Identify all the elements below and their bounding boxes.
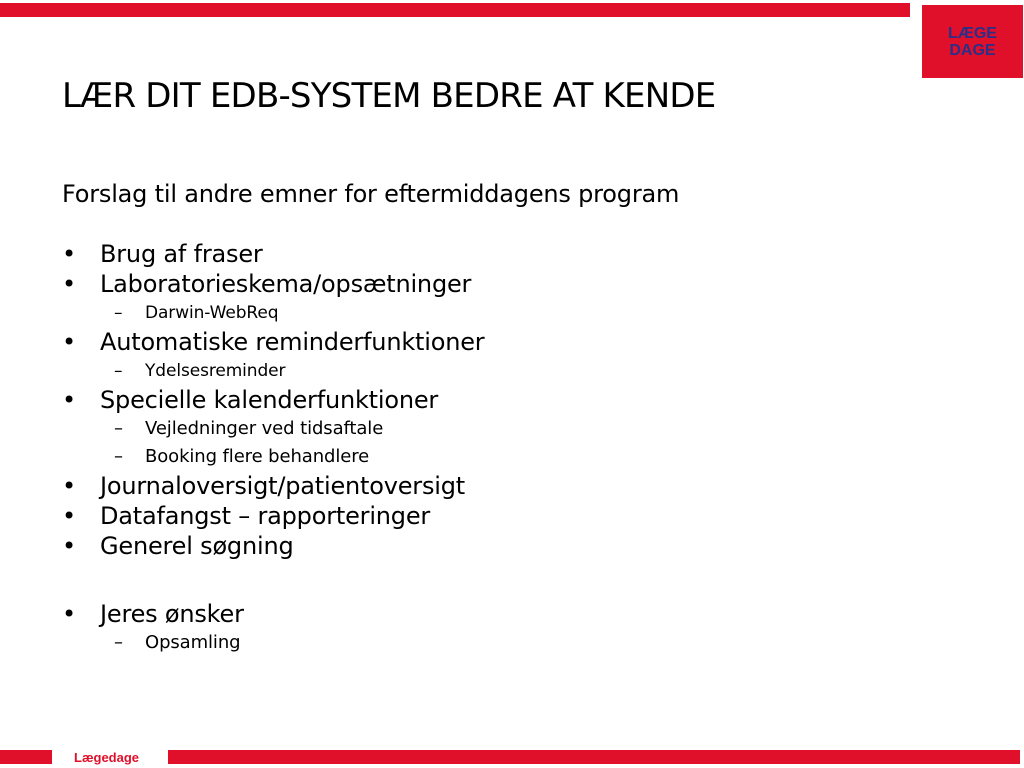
sub-bullet-text: Darwin-WebReq	[145, 303, 279, 323]
slide-title: LÆR DIT EDB-SYSTEM BEDRE AT KENDE	[62, 76, 716, 116]
bullet-icon: •	[62, 600, 76, 628]
bullet-icon: •	[62, 532, 76, 560]
sub-bullet-list	[100, 299, 484, 327]
bullet-text: Journaloversigt/patientoversigt	[100, 472, 465, 500]
bullet-icon: •	[62, 240, 76, 268]
dash-icon: –	[114, 361, 123, 381]
bullet-text: Datafangst – rapporteringer	[100, 502, 431, 530]
laegedage-logo	[922, 5, 1023, 78]
logo-line-2: DAGE	[949, 41, 996, 59]
sub-bullet-list	[100, 629, 484, 657]
dash-icon: –	[114, 418, 123, 439]
slide-subtitle: Forslag til andre emner for eftermiddagens program	[62, 180, 680, 208]
dash-icon: –	[114, 303, 123, 323]
bullet-item	[62, 599, 484, 657]
sub-bullet-text: Opsamling	[145, 632, 241, 653]
bottom-accent-bar-right	[168, 750, 1020, 764]
sub-bullet-text: Ydelsesreminder	[145, 361, 286, 381]
bullet-icon: •	[62, 472, 76, 500]
bullet-text: Automatiske reminderfunktioner	[100, 328, 485, 356]
top-accent-bar	[0, 3, 910, 17]
sub-bullet-list	[100, 415, 484, 471]
bullet-icon: •	[62, 386, 76, 414]
bullet-item	[62, 385, 484, 471]
dash-icon: –	[114, 446, 123, 467]
bullet-text: Jeres ønsker	[100, 600, 244, 628]
bullet-text: Laboratorieskema/opsætninger	[100, 270, 472, 298]
footer-label: Lægedage	[74, 750, 140, 765]
bullet-text: Specielle kalenderfunktioner	[100, 386, 439, 414]
sub-bullet-item	[62, 299, 484, 327]
sub-bullet-list	[100, 357, 484, 385]
bullet-item	[62, 327, 484, 385]
bullet-item	[62, 269, 484, 327]
bullet-item	[62, 501, 484, 531]
bottom-accent-bar-left	[0, 750, 52, 764]
bullet-icon: •	[62, 328, 76, 356]
sub-bullet-item	[62, 415, 484, 443]
bullet-icon: •	[62, 270, 76, 298]
sub-bullet-item	[62, 357, 484, 385]
bullet-text: Generel søgning	[100, 532, 294, 560]
sub-bullet-text: Booking flere behandlere	[145, 446, 370, 467]
dash-icon: –	[114, 632, 123, 653]
logo-line-1: LÆGE	[948, 24, 997, 42]
sub-bullet-item	[62, 629, 484, 657]
sub-bullet-text: Vejledninger ved tidsaftale	[145, 418, 384, 439]
sub-bullet-item	[62, 443, 484, 471]
bullet-item	[62, 239, 484, 269]
bullet-item	[62, 471, 484, 501]
bullet-text: Brug af fraser	[100, 240, 263, 268]
bullet-list	[62, 239, 484, 657]
bullet-icon: •	[62, 502, 76, 530]
bullet-item	[62, 531, 484, 561]
